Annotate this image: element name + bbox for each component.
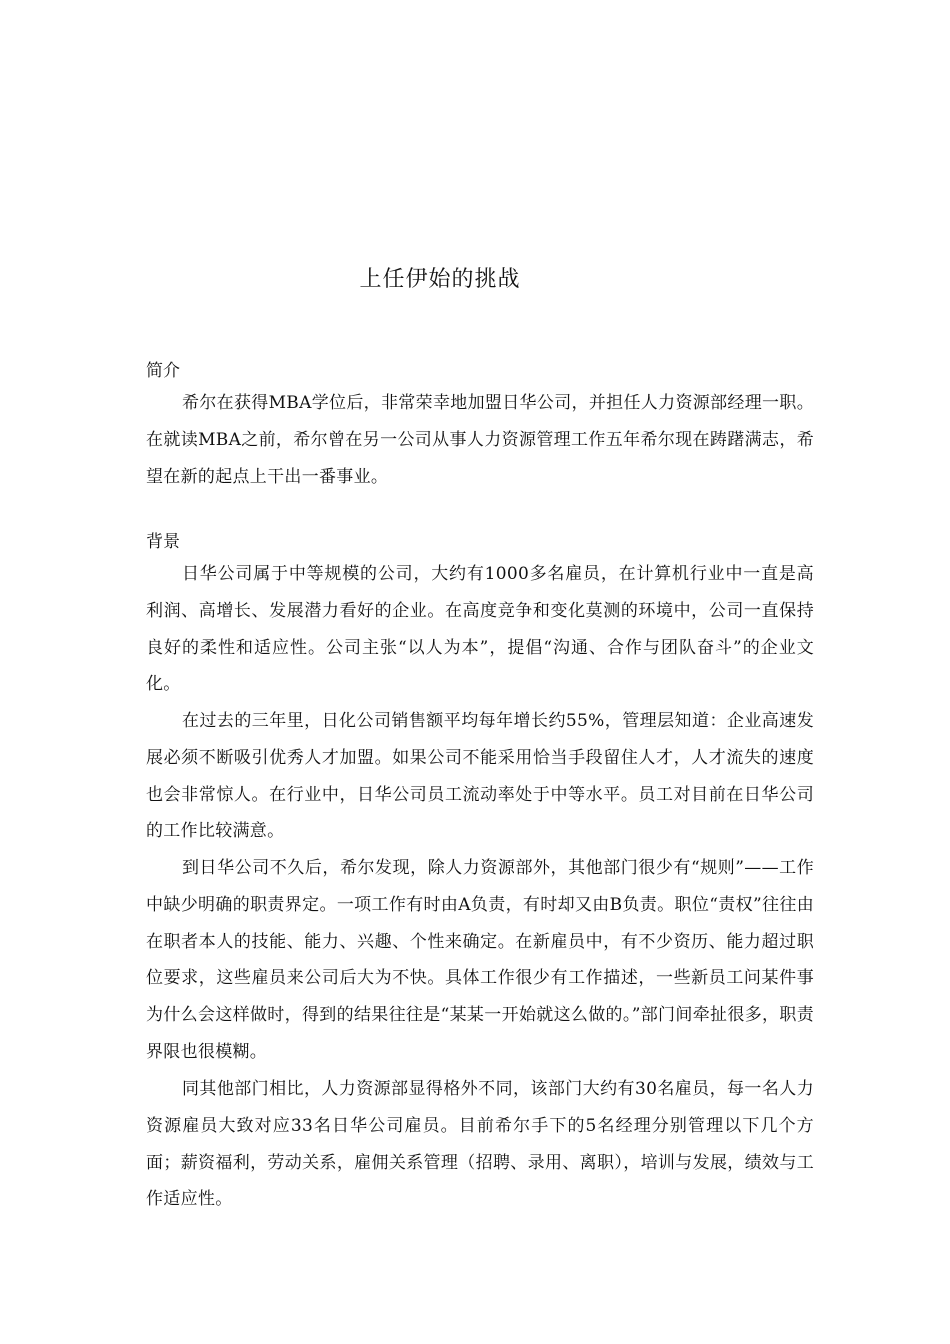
background-paragraph-2: 在过去的三年里，日化公司销售额平均每年增长约55%，管理层知道：企业高速发展必须不断吸引优秀人才加盟。如果公司不能采用恰当手段留住人才，人才流失的速度也会非常惊人。在行业中，日华公司员工流动率处于中等水平。员工对目前在日华公司的工作比较满意。 xyxy=(146,711,814,842)
background-paragraph-3: 到日华公司不久后，希尔发现，除人力资源部外，其他部门很少有“规则”——工作中缺少明确的职责界定。一项工作有时由A负责，有时却又由B负责。职位“责权”往往由在职者本人的技能、能力、兴趣、个性来确定。在新雇员中，有不少资历、能力超过职位要求，这些雇员来公司后大为不快。具体工作很少有工作描述，一些新员工问某件事为什么会这样做时，得到的结果往往是“某某一开始就这么做的。”部门间牵扯很多，职责界限也很模糊。 xyxy=(146,858,814,1062)
intro-heading: 简介 xyxy=(146,361,180,381)
background-heading: 背景 xyxy=(146,532,180,552)
document-title: 上任伊始的挑战 xyxy=(359,267,521,292)
background-paragraph-4: 同其他部门相比，人力资源部显得格外不同，该部门大约有30名雇员，每一名人力资源雇员大致对应33名日华公司雇员。目前希尔手下的5名经理分别管理以下几个方面；薪资福利，劳动关系，雇佣关系管理（招聘、录用、离职），培训与发展，绩效与工作适应性。 xyxy=(146,1079,814,1210)
intro-paragraph-1: 希尔在获得MBA学位后，非常荣幸地加盟日华公司，并担任人力资源部经理一职。在就读MBA之前，希尔曾在另一公司从事人力资源管理工作五年希尔现在踌躇满志，希望在新的起点上干出一番事业。 xyxy=(146,393,814,487)
background-paragraph-1: 日华公司属于中等规模的公司，大约有1000多名雇员，在计算机行业中一直是高利润、高增长、发展潜力看好的企业。在高度竞争和变化莫测的环境中，公司一直保持良好的柔性和适应性。公司主张“以人为本”，提倡“沟通、合作与团队奋斗”的企业文化。 xyxy=(146,564,814,695)
